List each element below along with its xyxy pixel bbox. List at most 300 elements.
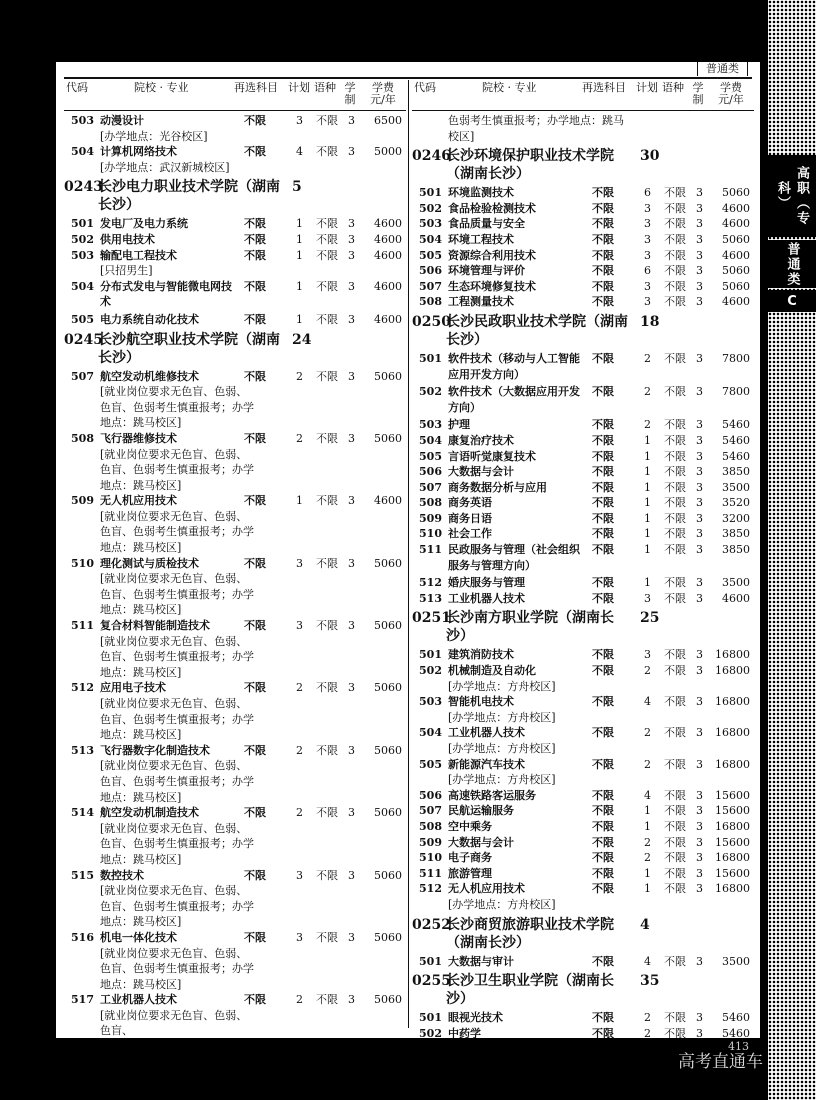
major-name: 无人机应用技术 xyxy=(448,882,525,896)
school-name: 长沙航空职业技术学院（湖南 xyxy=(98,331,280,348)
header-code: 代码 xyxy=(66,81,88,94)
school-code: 0250 xyxy=(412,313,451,330)
note-text: [就业岗位要求无色盲、色弱、色盲、色弱考生慎重报考；办学地点：跳马校区] xyxy=(100,821,254,866)
subject-requirement: 不限 xyxy=(244,743,266,757)
major-name: 大数据与会计 xyxy=(448,835,514,849)
major-code: 503 xyxy=(71,114,94,127)
note-text: [办学地点：方舟校区] xyxy=(448,742,556,755)
side-tab-letter: C xyxy=(768,290,816,312)
major-name: 软件技术（大数据应用开发方向） xyxy=(448,385,580,414)
tuition-fee: 7800 xyxy=(722,385,750,399)
major-name: 资源综合利用技术 xyxy=(448,248,536,262)
tuition-fee: 5060 xyxy=(374,369,402,383)
plan-count: 4 xyxy=(644,788,651,802)
language: 不限 xyxy=(664,851,686,865)
subject-requirement: 不限 xyxy=(244,868,266,882)
study-years: 3 xyxy=(696,591,703,605)
major-name: 智能机电技术 xyxy=(448,695,514,709)
table-row xyxy=(412,850,754,866)
table-row xyxy=(64,431,406,447)
major-code: 505 xyxy=(419,757,442,771)
language: 不限 xyxy=(316,993,338,1007)
major-name: 工程测量技术 xyxy=(448,295,514,309)
table-row xyxy=(412,835,754,851)
major-code: 502 xyxy=(419,1026,442,1038)
language: 不限 xyxy=(664,201,686,215)
table-header xyxy=(64,80,406,111)
subject-requirement: 不限 xyxy=(592,1011,614,1025)
tuition-fee: 5460 xyxy=(722,449,750,463)
table-row xyxy=(412,1010,754,1026)
major-code: 508 xyxy=(419,295,442,309)
school-name: 长沙电力职业技术学院（湖南 xyxy=(98,179,280,196)
table-row xyxy=(412,351,754,384)
language: 不限 xyxy=(664,511,686,525)
tuition-fee: 3200 xyxy=(722,511,750,525)
tuition-fee: 5460 xyxy=(722,1026,750,1038)
tuition-fee: 4600 xyxy=(374,279,402,293)
major-name: 社会工作 xyxy=(448,527,492,541)
subject-requirement: 不限 xyxy=(592,788,614,802)
note-text: [就业岗位要求无色盲、色弱、色盲、色弱考生慎重报考；办学地点：跳马校区] xyxy=(100,697,254,742)
subject-requirement: 不限 xyxy=(244,619,266,633)
subject-requirement: 不限 xyxy=(592,695,614,709)
major-code: 511 xyxy=(419,543,442,557)
tuition-fee: 15600 xyxy=(715,866,750,880)
major-code: 513 xyxy=(71,743,94,757)
major-code: 509 xyxy=(419,511,442,525)
major-name: 食品检验检测技术 xyxy=(448,201,536,215)
header-plan: 计划 xyxy=(636,81,658,94)
plan-count: 1 xyxy=(644,496,651,510)
subject-requirement: 不限 xyxy=(592,295,614,309)
major-code: 510 xyxy=(419,527,442,541)
school-name: 长沙南方职业学院（湖南长 xyxy=(446,610,614,627)
plan-count: 2 xyxy=(644,1011,651,1025)
subject-requirement: 不限 xyxy=(592,954,614,968)
subject-requirement: 不限 xyxy=(592,465,614,479)
major-name: 商务英语 xyxy=(448,496,492,510)
major-code: 501 xyxy=(419,1011,442,1025)
table-row xyxy=(412,449,754,465)
language: 不限 xyxy=(664,248,686,262)
tuition-fee: 3500 xyxy=(722,576,750,590)
major-name: 数控技术 xyxy=(100,868,144,882)
plan-count: 1 xyxy=(644,449,651,463)
school-row xyxy=(412,144,754,185)
page-number: 413 xyxy=(728,1040,749,1053)
major-code: 504 xyxy=(419,433,442,447)
table-row xyxy=(412,803,754,819)
tuition-fee: 4600 xyxy=(374,312,402,326)
subject-requirement: 不限 xyxy=(244,681,266,695)
plan-count: 2 xyxy=(644,726,651,740)
major-name: 环境监测技术 xyxy=(448,186,514,200)
subject-requirement: 不限 xyxy=(592,664,614,678)
major-code: 502 xyxy=(71,232,94,246)
major-name: 机电一体化技术 xyxy=(100,930,177,944)
plan-count: 1 xyxy=(296,217,303,231)
plan-count: 4 xyxy=(644,695,651,709)
table-row xyxy=(64,868,406,884)
study-years: 3 xyxy=(696,851,703,865)
plan-count: 1 xyxy=(296,279,303,293)
subject-requirement: 不限 xyxy=(592,201,614,215)
language: 不限 xyxy=(664,1026,686,1038)
study-years: 3 xyxy=(348,494,355,508)
tuition-fee: 5060 xyxy=(722,264,750,278)
plan-count: 3 xyxy=(644,648,651,662)
language: 不限 xyxy=(664,757,686,771)
table-row xyxy=(412,495,754,511)
study-years: 3 xyxy=(696,788,703,802)
plan-count: 6 xyxy=(644,264,651,278)
subject-requirement: 不限 xyxy=(244,279,266,293)
subject-requirement: 不限 xyxy=(592,591,614,605)
subject-requirement: 不限 xyxy=(592,648,614,662)
plan-count: 3 xyxy=(296,556,303,570)
table-row xyxy=(412,248,754,264)
study-years: 3 xyxy=(696,449,703,463)
major-code: 501 xyxy=(419,186,442,200)
school-row xyxy=(412,969,754,1010)
plan-count: 2 xyxy=(296,369,303,383)
table-row xyxy=(412,575,754,591)
table-row xyxy=(412,663,754,679)
major-name: 生态环境修复技术 xyxy=(448,279,536,293)
language: 不限 xyxy=(664,295,686,309)
plan-count: 2 xyxy=(644,757,651,771)
major-code: 505 xyxy=(71,312,94,326)
major-name: 工业机器人技术 xyxy=(448,591,525,605)
subject-requirement: 不限 xyxy=(592,264,614,278)
plan-count: 3 xyxy=(644,295,651,309)
plan-count: 2 xyxy=(296,431,303,445)
header-fee: 学费元/年 xyxy=(718,81,744,106)
plan-count: 1 xyxy=(644,465,651,479)
school-row xyxy=(412,310,754,351)
note-text: [就业岗位要求无色盲、色弱、色盲、色弱考生慎重报考；办学地点：跳马校区] xyxy=(100,946,254,991)
header-rule xyxy=(64,77,752,79)
note-text: [只招男生] xyxy=(100,264,153,278)
header-fee: 学费元/年 xyxy=(370,81,396,106)
major-code: 505 xyxy=(419,248,442,262)
table-row xyxy=(412,480,754,496)
plan-count: 3 xyxy=(296,114,303,127)
plan-count: 1 xyxy=(644,433,651,447)
plan-count: 2 xyxy=(644,664,651,678)
language: 不限 xyxy=(316,743,338,757)
subject-requirement: 不限 xyxy=(592,576,614,590)
plan-count: 1 xyxy=(644,866,651,880)
subject-requirement: 不限 xyxy=(592,804,614,818)
major-code: 506 xyxy=(419,465,442,479)
tuition-fee: 16800 xyxy=(715,882,750,896)
header-plan: 计划 xyxy=(288,81,310,94)
study-years: 3 xyxy=(348,369,355,383)
plan-count: 1 xyxy=(296,248,303,262)
left-column xyxy=(64,80,406,1038)
study-years: 3 xyxy=(696,726,703,740)
subject-requirement: 不限 xyxy=(592,496,614,510)
major-code: 504 xyxy=(419,726,442,740)
plan-count: 2 xyxy=(296,743,303,757)
language: 不限 xyxy=(316,930,338,944)
major-code: 509 xyxy=(71,494,94,508)
note-text: [办学地点：武汉新城校区] xyxy=(100,160,230,174)
study-years: 3 xyxy=(696,279,703,293)
tuition-fee: 16800 xyxy=(715,726,750,740)
subject-requirement: 不限 xyxy=(592,418,614,432)
tuition-fee: 16800 xyxy=(715,819,750,833)
tuition-fee: 3850 xyxy=(722,527,750,541)
tuition-fee: 5060 xyxy=(374,868,402,882)
tuition-fee: 5060 xyxy=(722,232,750,246)
major-code: 507 xyxy=(419,279,442,293)
study-years: 3 xyxy=(348,232,355,246)
subject-requirement: 不限 xyxy=(244,930,266,944)
plan-count: 3 xyxy=(644,201,651,215)
major-name: 高速铁路客运服务 xyxy=(448,788,536,802)
major-name: 环境工程技术 xyxy=(448,232,514,246)
study-years: 3 xyxy=(696,433,703,447)
school-plan-total: 30 xyxy=(640,148,660,165)
note-text: [办学地点：方舟校区] xyxy=(448,710,556,724)
table-row xyxy=(412,294,754,310)
table-row xyxy=(64,279,406,312)
study-years: 3 xyxy=(696,1026,703,1038)
subject-requirement: 不限 xyxy=(244,232,266,246)
right-body xyxy=(412,111,754,1038)
subject-requirement: 不限 xyxy=(244,145,266,159)
major-code: 511 xyxy=(71,619,94,633)
plan-count: 6 xyxy=(644,186,651,200)
school-name: 长沙民政职业技术学院（湖南 xyxy=(446,313,628,330)
study-years: 3 xyxy=(696,264,703,278)
language: 不限 xyxy=(664,264,686,278)
school-code: 0243 xyxy=(64,179,103,196)
major-name: 供用电技术 xyxy=(100,232,155,246)
plan-count: 3 xyxy=(644,217,651,231)
major-name: 分布式发电与智能微电网技术 xyxy=(100,279,232,309)
major-name: 飞行器数字化制造技术 xyxy=(100,743,210,757)
tuition-fee: 5060 xyxy=(374,930,402,944)
study-years: 3 xyxy=(696,1011,703,1025)
major-code: 506 xyxy=(419,788,442,802)
study-years: 3 xyxy=(696,201,703,215)
major-name: 建筑消防技术 xyxy=(448,648,514,662)
language: 不限 xyxy=(316,556,338,570)
tuition-fee: 4600 xyxy=(374,232,402,246)
table-row xyxy=(64,248,406,264)
tuition-fee: 4600 xyxy=(722,591,750,605)
tuition-fee: 4600 xyxy=(374,248,402,262)
major-name: 复合材料智能制造技术 xyxy=(100,619,210,633)
major-name: 机械制造及自动化 xyxy=(448,664,536,678)
school-name-cont: （湖南长沙） xyxy=(446,934,530,951)
subject-requirement: 不限 xyxy=(244,993,266,1007)
study-years: 3 xyxy=(696,217,703,231)
column-divider xyxy=(408,80,409,1028)
major-code: 512 xyxy=(419,882,442,896)
header-years: 学制 xyxy=(344,81,356,106)
major-code: 510 xyxy=(71,556,94,570)
table-row xyxy=(412,1026,754,1038)
school-name: 长沙商贸旅游职业技术学院 xyxy=(446,916,614,933)
tuition-fee: 5460 xyxy=(722,433,750,447)
major-name: 新能源汽车技术 xyxy=(448,757,525,771)
tuition-fee: 4600 xyxy=(722,248,750,262)
tuition-fee: 3500 xyxy=(722,954,750,968)
language: 不限 xyxy=(316,431,338,445)
study-years: 3 xyxy=(348,279,355,293)
language: 不限 xyxy=(664,804,686,818)
school-name: 长沙卫生职业学院（湖南长 xyxy=(446,973,614,990)
major-name: 旅游管理 xyxy=(448,866,492,880)
note-text: [就业岗位要求无色盲、色弱、色盲、色弱考生慎重报考；办学地点：跳马校区] xyxy=(100,509,254,555)
subject-requirement: 不限 xyxy=(592,882,614,896)
school-name-cont: 沙） xyxy=(446,991,474,1008)
major-code: 517 xyxy=(71,993,94,1007)
table-row xyxy=(64,743,406,759)
subject-requirement: 不限 xyxy=(592,835,614,849)
language: 不限 xyxy=(316,806,338,820)
language: 不限 xyxy=(664,664,686,678)
tuition-fee: 16800 xyxy=(715,757,750,771)
major-code: 501 xyxy=(71,217,94,231)
plan-count: 3 xyxy=(644,232,651,246)
language: 不限 xyxy=(316,619,338,633)
major-code: 508 xyxy=(71,431,94,445)
subject-requirement: 不限 xyxy=(244,494,266,508)
note-text: [就业岗位要求无色盲、色弱、色盲、色弱考生慎重报考；办学地点：跳马校区] xyxy=(100,385,254,430)
study-years: 3 xyxy=(348,743,355,757)
study-years: 3 xyxy=(696,496,703,510)
major-code: 507 xyxy=(71,369,94,383)
table-row xyxy=(412,216,754,232)
language: 不限 xyxy=(664,186,686,200)
table-row xyxy=(412,417,754,433)
language: 不限 xyxy=(664,480,686,494)
plan-count: 2 xyxy=(296,993,303,1007)
tuition-fee: 16800 xyxy=(715,664,750,678)
tuition-fee: 5060 xyxy=(374,743,402,757)
school-name-cont: 长沙） xyxy=(98,349,140,366)
language: 不限 xyxy=(664,576,686,590)
subject-requirement: 不限 xyxy=(592,248,614,262)
study-years: 3 xyxy=(348,930,355,944)
subject-requirement: 不限 xyxy=(592,757,614,771)
plan-count: 3 xyxy=(644,591,651,605)
study-years: 3 xyxy=(696,351,703,365)
note-text: [办学地点：光谷校区] xyxy=(100,129,208,143)
note-text: [就业岗位要求无色盲、色弱、色盲、 xyxy=(100,1008,248,1038)
subject-requirement: 不限 xyxy=(592,279,614,293)
language: 不限 xyxy=(664,496,686,510)
subject-requirement: 不限 xyxy=(592,433,614,447)
tuition-fee: 4600 xyxy=(722,295,750,309)
note-text: [就业岗位要求无色盲、色弱、色盲、色弱考生慎重报考；办学地点：跳马校区] xyxy=(100,634,254,679)
subject-requirement: 不限 xyxy=(592,385,614,399)
major-name: 软件技术（移动与人工智能应用开发方向） xyxy=(448,351,580,381)
tuition-fee: 5060 xyxy=(374,619,402,633)
plan-count: 1 xyxy=(644,819,651,833)
language: 不限 xyxy=(316,217,338,231)
study-years: 3 xyxy=(348,681,355,695)
tuition-fee: 16800 xyxy=(715,695,750,709)
language: 不限 xyxy=(316,681,338,695)
table-row xyxy=(64,144,406,160)
subject-requirement: 不限 xyxy=(244,217,266,231)
subject-requirement: 不限 xyxy=(244,369,266,383)
table-row xyxy=(412,757,754,773)
major-code: 501 xyxy=(419,954,442,968)
school-plan-total: 25 xyxy=(640,610,660,627)
plan-count: 1 xyxy=(296,232,303,246)
school-code: 0255 xyxy=(412,973,451,990)
plan-count: 1 xyxy=(644,804,651,818)
plan-count: 2 xyxy=(644,835,651,849)
language: 不限 xyxy=(664,418,686,432)
school-code: 0252 xyxy=(412,916,451,933)
subject-requirement: 不限 xyxy=(592,866,614,880)
language: 不限 xyxy=(664,449,686,463)
study-years: 3 xyxy=(696,695,703,709)
subject-requirement: 不限 xyxy=(592,449,614,463)
tuition-fee: 4600 xyxy=(722,201,750,215)
tuition-fee: 5000 xyxy=(374,145,402,159)
plan-count: 3 xyxy=(644,279,651,293)
note-text: [就业岗位要求无色盲、色弱、色盲、色弱考生慎重报考；办学地点：跳马校区] xyxy=(100,759,254,804)
language: 不限 xyxy=(664,232,686,246)
tuition-fee: 5060 xyxy=(722,186,750,200)
major-code: 515 xyxy=(71,868,94,882)
school-plan-total: 18 xyxy=(640,313,660,330)
subject-requirement: 不限 xyxy=(592,351,614,365)
major-code: 512 xyxy=(71,681,94,695)
major-code: 508 xyxy=(419,819,442,833)
study-years: 3 xyxy=(696,248,703,262)
tuition-fee: 5060 xyxy=(374,993,402,1007)
left-body xyxy=(64,111,406,1038)
side-tab-general: 普通类 xyxy=(768,240,816,288)
school-plan-total: 35 xyxy=(640,973,660,990)
tuition-fee: 5060 xyxy=(374,556,402,570)
study-years: 3 xyxy=(696,804,703,818)
tuition-fee: 15600 xyxy=(715,804,750,818)
school-name-cont: 沙） xyxy=(446,628,474,645)
tuition-fee: 7800 xyxy=(722,351,750,365)
major-code: 506 xyxy=(419,264,442,278)
language: 不限 xyxy=(664,433,686,447)
right-column xyxy=(412,80,754,1038)
major-code: 516 xyxy=(71,930,94,944)
major-code: 503 xyxy=(419,217,442,231)
table-row xyxy=(412,788,754,804)
language: 不限 xyxy=(664,527,686,541)
subject-requirement: 不限 xyxy=(244,248,266,262)
plan-count: 1 xyxy=(644,480,651,494)
table-row xyxy=(412,433,754,449)
table-row xyxy=(412,725,754,741)
header-subject: 再选科目 xyxy=(234,81,278,94)
major-code: 508 xyxy=(419,496,442,510)
tuition-fee: 3500 xyxy=(722,480,750,494)
note-text: [办学地点：方舟校区] xyxy=(448,897,556,911)
plan-count: 2 xyxy=(296,806,303,820)
table-row xyxy=(64,369,406,385)
study-years: 3 xyxy=(696,664,703,678)
